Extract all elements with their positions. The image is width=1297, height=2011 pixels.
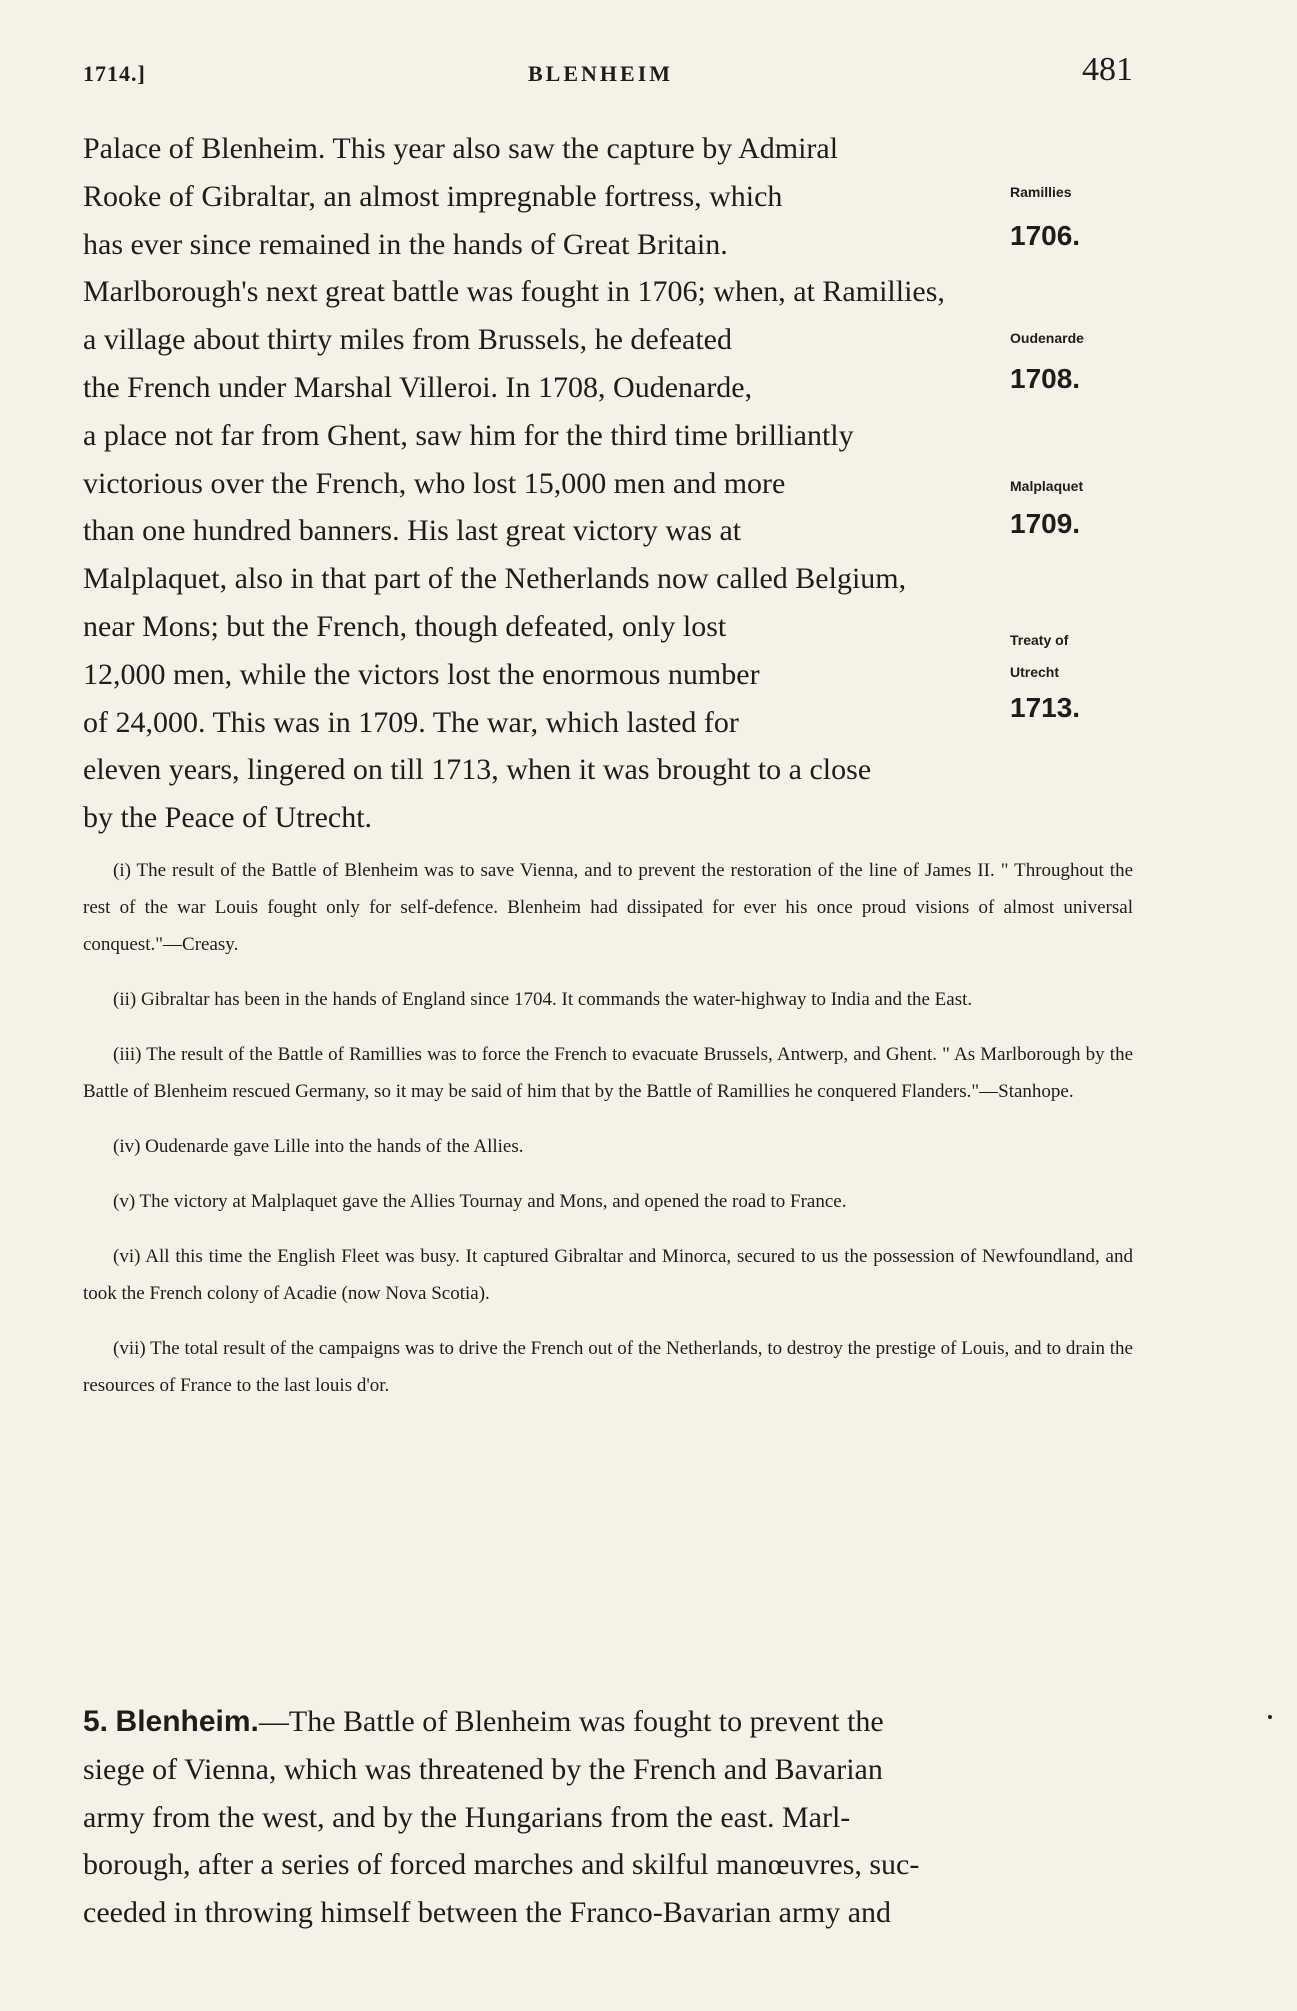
text-line: of 24,000. This was in 1709. The war, which lasted for [83,705,739,739]
text-line: a village about thirty miles from Brussels, he defeated [83,323,732,357]
page-header [83,51,1133,95]
note-vi: (vi) All this time the English Fleet was busy. It captured Gibraltar and Minorca, secured to us the possession of Newfoundland, and took the French colony of Acadie (now Nova Scotia). [83,1246,1133,1304]
section-text: —The Battle of Blenheim was fought to prevent the [258,1705,884,1738]
margin-note-year: 1713. [1010,692,1081,723]
header-title: BLENHEIM [528,61,674,86]
margin-note-year: 1708. [1010,363,1081,394]
text-line: has ever since remained in the hands of Great Britain. [83,227,728,261]
text-line: than one hundred banners. His last great victory was at [83,514,742,548]
section-number: 5. [83,1705,109,1738]
note-iii: (iii) The result of the Battle of Ramillies was to force the French to evacuate Brussels, Antwerp, and Ghent. " As Marlborough by the Battle of Blenheim rescued Germany, so it may be said of him that by the Battle of Ramillies he conquered Flanders."—Stanhope. [83,1044,1133,1102]
text-line: army from the west, and by the Hungarians from the east. Marl- [83,1800,851,1834]
header-year: 1714.] [83,61,146,86]
text-line: a place not far from Ghent, saw him for the third time brilliantly [83,418,854,452]
margin-note-label: Utrecht [1010,664,1060,680]
text-line: 12,000 men, while the victors lost the enormous number [83,657,760,691]
margin-note-year: 1709. [1010,508,1081,539]
text-line: ceeded in throwing himself between the Franco-Bavarian army and [83,1896,892,1930]
note-vii: (vii) The total result of the campaigns was to drive the French out of the Netherlands, to destroy the prestige of Louis, and to drain the resources of France to the last louis d'or. [83,1338,1133,1396]
text-line: Marlborough's next great battle was fought in 1706; when, at Ramillies, [83,275,945,309]
note-iv: (iv) Oudenarde gave Lille into the hands of the Allies. [113,1136,524,1157]
text-line: victorious over the French, who lost 15,000 men and more [83,466,786,500]
printing-mark [1268,1715,1272,1719]
margin-note-label: Ramillies [1010,184,1072,200]
page-number: 481 [1082,51,1133,88]
text-line: borough, after a series of forced marches and skilful manœuvres, suc- [83,1848,920,1882]
margin-note-label: Oudenarde [1010,330,1084,346]
section-blenheim [83,1698,1133,1937]
text-line: siege of Vienna, which was threatened by the French and Bavarian [83,1752,883,1786]
text-line: Malplaquet, also in that part of the Netherlands now called Belgium, [83,562,907,596]
note-ii: (ii) Gibraltar has been in the hands of England since 1704. It commands the water-highway to India and the East. [113,989,973,1010]
text-line: near Mons; but the French, though defeated, only lost [83,609,727,643]
text-line: eleven years, lingered on till 1713, when it was brought to a close [83,753,872,787]
text-line: by the Peace of Utrecht. [83,801,373,835]
section-title: Blenheim. [115,1705,259,1738]
note-i: (i) The result of the Battle of Blenheim was to save Vienna, and to prevent the restoration of the line of James II. " Throughout the rest of the war Louis fought only for self-defence. Blenheim had dissipated for ever his once proud visions of almost universal conquest."—Creasy. [83,860,1133,955]
main-paragraph [83,125,993,842]
margin-note-year: 1706. [1010,220,1081,251]
margin-note-label: Malplaquet [1010,478,1084,494]
margin-note-label: Treaty of [1010,632,1069,648]
text-line: Rooke of Gibraltar, an almost impregnable fortress, which [83,179,783,213]
text-line: Palace of Blenheim. This year also saw the capture by Admiral [83,132,839,165]
section-first-line [83,1698,1133,1746]
text-line: the French under Marshal Villeroi. In 1708, Oudenarde, [83,370,753,404]
note-v: (v) The victory at Malplaquet gave the Allies Tournay and Mons, and opened the road to France. [113,1191,847,1212]
footnotes [83,852,1133,1422]
